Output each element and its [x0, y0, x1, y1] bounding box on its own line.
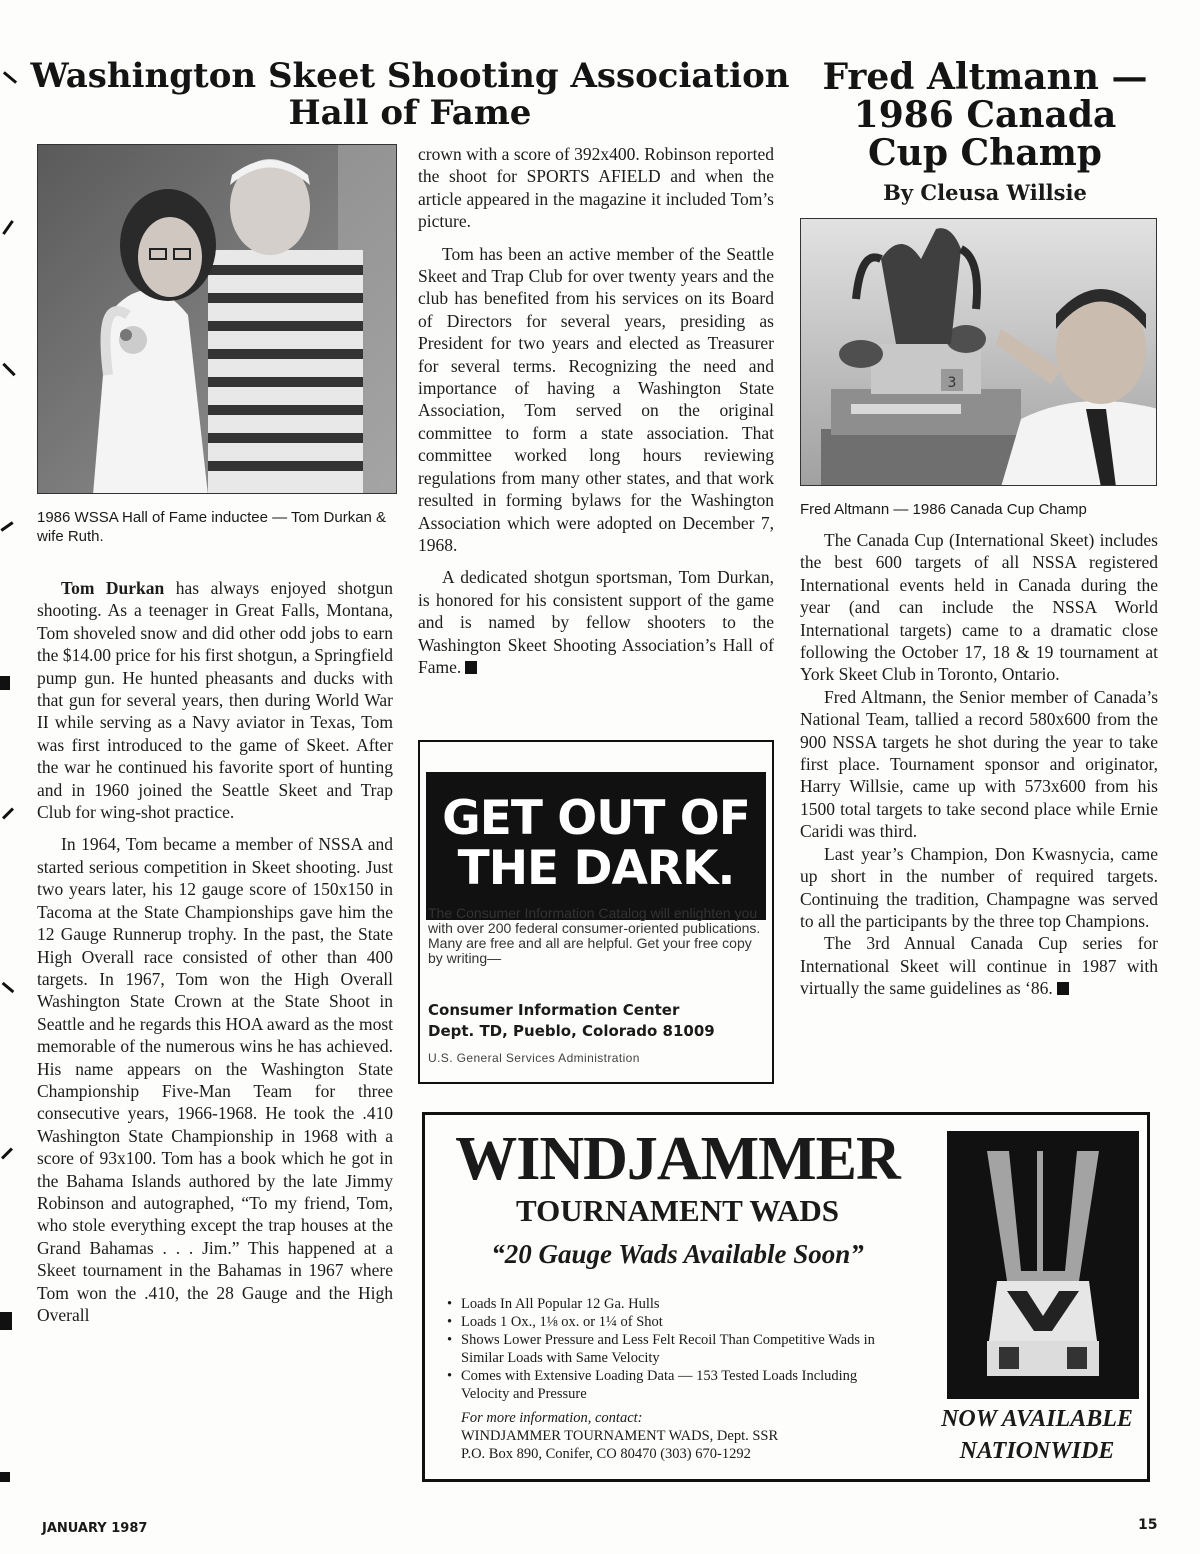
crop-mark [0, 521, 13, 531]
main-paragraph-2: In 1964, Tom became a member of NSSA and started serious competition in Skeet shooting. Just two years later, his 12 gauge score of 150x150 in Tacoma at the State Championships gave him the 12 Gauge Runnerup trophy. In the past, the State High Overall race consisted of other than 400 targets. In 1967, Tom won the High Overall Washington State Crown at the State Shoot in Seattle and he regards this HOA award as the most memorable of the numerous wins he has achieved. His name appears on the Washington State Championship Five-Man Team for three consecutive years, 1966-1968. He took the .410 Washington State Championship in 1968 with a score of 93x100. Tom has a book which he got in the Bahama Islands authored by the late Jimmy Robinson and autographed, “To my friend, Tom, who stole everything except the trap houses at the Grand Bahamas . . . Jim.” This happened at a Skeet tournament in the Bahamas in 1967 where Tom won the .410, the 28 Gauge and the High Overall [37, 834, 393, 1325]
main-title-line1: Washington Skeet Shooting Association [30, 56, 790, 96]
crop-mark [0, 1472, 10, 1482]
feature-item: • Shows Lower Pressure and Less Felt Recoil Than Competitive Wads in Similar Loads with Same Velocity [447, 1331, 897, 1367]
crop-mark [2, 982, 15, 993]
main-article-column-2 [418, 143, 774, 688]
subject-name: Tom Durkan [61, 578, 165, 598]
windjammer-ad [422, 1112, 1150, 1482]
main-article-title [30, 58, 790, 131]
windjammer-features [447, 1295, 897, 1403]
trophy-plate-number: 3 [947, 375, 957, 391]
end-mark-icon [1057, 982, 1069, 995]
feature-item: • Comes with Extensive Loading Data — 153 Tested Loads Including Velocity and Pressure [447, 1367, 897, 1403]
crop-mark [2, 363, 15, 376]
windjammer-slogan: “20 Gauge Wads Available Soon” [491, 1239, 864, 1269]
side-paragraph-4: The 3rd Annual Canada Cup series for International Skeet will continue in 1987 with virtually the same guidelines as ‘86. [800, 933, 1158, 999]
side-paragraph-2: Fred Altmann, the Senior member of Canada’s National Team, tallied a record 580x600 from the 900 NSSA targets he shot during the year to take first place. Tournament sponsor and originator, Harry Willsie, came up with 573x600 from his 1500 total targets to take second place while Ernie Caridi was third. [800, 686, 1158, 842]
side-article-title [815, 56, 1155, 175]
end-mark-icon [465, 661, 477, 674]
crop-mark [0, 676, 10, 690]
main-article-column-1 [37, 577, 393, 1326]
availability-note: NOW AVAILABLE NATIONWIDE [941, 1406, 1133, 1464]
side-article-column [800, 529, 1158, 1000]
crop-mark [2, 807, 14, 819]
durkan-photo [37, 144, 397, 494]
side-title-line1: Fred Altmann — [822, 56, 1148, 98]
wad-product-photo [947, 1131, 1139, 1399]
windjammer-subtitle: TOURNAMENT WADS [516, 1193, 839, 1228]
main-paragraph-3: Tom has been an active member of the Seattle Skeet and Trap Club for over twenty years and the club has benefited from his services on its Board of Directors for several years, presiding as President for two years and elected as Treasurer for several terms. Recognizing the need and importance of having a Washington State Association, Tom served on the original committee to form a state association. That committee worked long hours reviewing regulations from many other states, and that work resulted in forming bylaws for the Washington Association which were adopted on December 7, 1968. [418, 243, 774, 555]
crop-mark [3, 71, 17, 84]
side-title-line2: 1986 Canada [853, 94, 1117, 137]
altmann-photo [800, 218, 1157, 486]
issue-date: JANUARY 1987 [42, 1521, 148, 1536]
feature-item: • Loads In All Popular 12 Ga. Hulls [447, 1295, 897, 1313]
ad-dark-agency: U.S. General Services Administration [428, 1051, 640, 1065]
ad-dark-address: Consumer Information Center Dept. TD, Pueblo, Colorado 81009 [428, 1001, 715, 1040]
side-paragraph-3: Last year’s Champion, Don Kwasnycia, came up short in the number of required targets. Continuing the tradition, Champagne was served to all the participants by the three top Champions. [800, 843, 1158, 931]
ad-dark-headline: GET OUT OF THE DARK. [426, 772, 766, 920]
crop-mark [0, 1312, 12, 1330]
windjammer-title: WINDJAMMER [455, 1125, 900, 1193]
feature-item: • Loads 1 Ox., 1⅛ ox. or 1¼ of Shot [447, 1313, 897, 1331]
page-number: 15 [1138, 1517, 1158, 1533]
main-title-line2: Hall of Fame [288, 92, 532, 133]
crop-mark [1, 1147, 13, 1159]
side-title-line3: Cup Champ [868, 132, 1102, 175]
byline: By Cleusa Willsie [883, 180, 1087, 205]
windjammer-contact: For more information, contact: WINDJAMMER TOURNAMENT WADS, Dept. SSR P.O. Box 890, Conifer, CO 80470 (303) 670-1292 [461, 1410, 779, 1462]
consumer-info-ad [418, 740, 774, 1084]
durkan-photo-caption: 1986 WSSA Hall of Fame inductee — Tom Durkan & wife Ruth. [37, 509, 387, 545]
main-paragraph-1: Tom Durkan has always enjoyed shotgun shooting. As a teenager in Great Falls, Montana, Tom shoveled snow and did other odd jobs to earn the $14.00 price for his first shotgun, a Springfield pump gun. He hunted pheasants and ducks with that gun for several years, then during World War II while serving as a Navy aviator in Texas, Tom was first introduced to the game of Skeet. After the war he continued his favorite sport of hunting and in 1960 joined the Seattle Skeet and Trap Club for wing-shot practice. [37, 578, 393, 823]
crop-mark [2, 220, 14, 235]
main-paragraph-2-continued: crown with a score of 392x400. Robinson reported the shoot for SPORTS AFIELD and when the article appeared in the magazine it included Tom’s picture. [418, 144, 774, 232]
altmann-photo-caption: Fred Altmann — 1986 Canada Cup Champ [800, 501, 1087, 518]
side-paragraph-1: The Canada Cup (International Skeet) includes the best 600 targets of all NSSA registered International events held in Canada during the year (and can include the NSSA World International targets) came to a dramatic close following the October 17, 18 & 19 tournament at York Skeet Club in Toronto, Ontario. [800, 530, 1158, 685]
main-paragraph-4: A dedicated shotgun sportsman, Tom Durkan, is honored for his consistent support of the game and is named by fellow shooters to the Washington Skeet Shooting Association’s Hall of Fame. [418, 567, 774, 677]
ad-dark-body: The Consumer Information Catalog will enlighten you with over 200 federal consumer-oriented publications. Many are free and all are helpful. Get your free copy by writing— [428, 905, 761, 966]
